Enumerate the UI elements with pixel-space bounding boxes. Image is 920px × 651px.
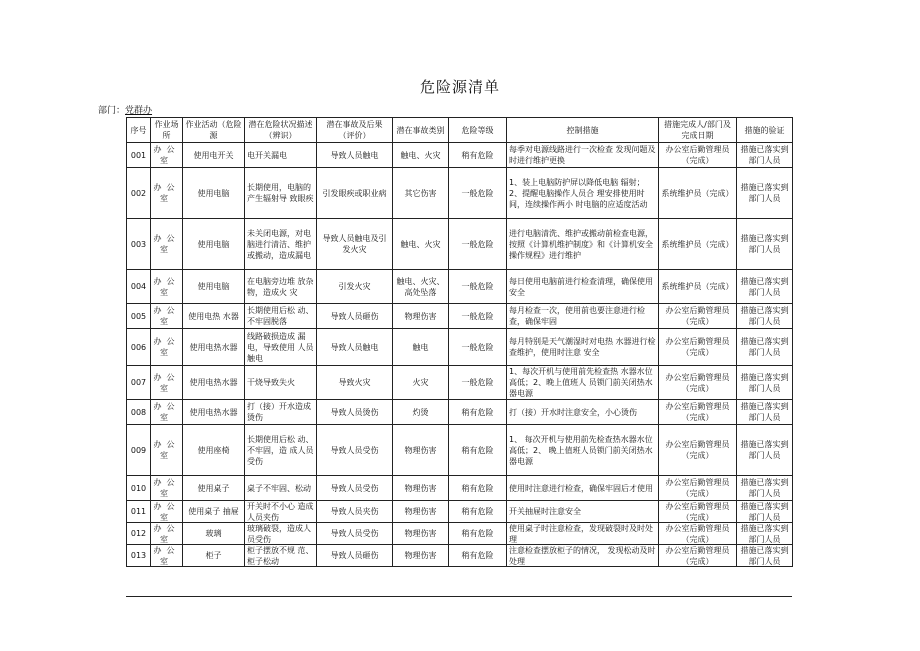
cell-consequence: 导致火灾 [317,366,393,400]
header-place: 作业场 所 [151,118,183,143]
table-row [127,304,793,329]
cell-place: 办公室 [151,400,183,425]
cell-consequence: 导致人员砸伤 [317,545,393,567]
cell-seq: 010 [127,476,151,501]
cell-consequence: 导致人员砸伤 [317,304,393,329]
cell-place: 办公室 [151,501,183,523]
table-row [127,366,793,400]
cell-place: 办公室 [151,523,183,545]
header-consequence: 潜在事故及后果（评价） [317,118,393,143]
cell-level: 一般危险 [449,304,507,329]
cell-owner: 办公室后勤管理员（完成） [659,304,737,329]
table-row [127,545,793,567]
cell-activity: 使用桌子 抽屉 [183,501,245,523]
cell-owner: 办公室后勤管理员（完成） [659,366,737,400]
header-verify: 措施的验证 [737,118,793,143]
cell-hazard: 电开关漏电 [245,143,317,168]
header-owner: 措施完成人/部门及完成日期 [659,118,737,143]
table-row [127,476,793,501]
cell-seq: 009 [127,425,151,476]
cell-level: 一般危险 [449,168,507,219]
cell-place: 办公室 [151,143,183,168]
hazard-table [126,117,793,567]
cell-control: 1、装上电脑防护屏以降低电脑 辐射；2、提醒电脑操作人员合 理安排使用时间，连续操作两小 时电脑的应适度活动 [507,168,659,219]
cell-owner: 办公室后勤管理员（完成） [659,545,737,567]
cell-seq: 001 [127,143,151,168]
cell-place: 办公室 [151,219,183,270]
cell-seq: 012 [127,523,151,545]
cell-category: 其它伤害 [393,168,449,219]
cell-hazard: 长期使用后松 动、不牢固，造 成人员受伤 [245,425,317,476]
cell-owner: 办公室后勤管理员（完成） [659,400,737,425]
table-row [127,523,793,545]
table-row [127,400,793,425]
table-row [127,425,793,476]
cell-control: 每季对电源线路进行一次检查 发现问题及时进行维护更换 [507,143,659,168]
cell-consequence: 导致人员受伤 [317,476,393,501]
table-row [127,219,793,270]
cell-level: 一般危险 [449,270,507,304]
cell-verify: 措施已落实到部门人员 [737,425,793,476]
cell-category: 物理伤害 [393,304,449,329]
cell-owner: 办公室后勤管理员（完成） [659,523,737,545]
cell-consequence: 引发眼疾或职业病 [317,168,393,219]
cell-verify: 措施已落实到部门人员 [737,476,793,501]
cell-place: 办公室 [151,304,183,329]
table-row [127,329,793,366]
cell-level: 一般危险 [449,366,507,400]
cell-verify: 措施已落实到部门人员 [737,545,793,567]
cell-consequence: 引发火灾 [317,270,393,304]
cell-owner: 系统维护员（完成） [659,168,737,219]
cell-category: 灼烫 [393,400,449,425]
cell-control: 注意检查摆放柜子的情况， 发现松动及时处理 [507,545,659,567]
cell-verify: 措施已落实到部门人员 [737,501,793,523]
cell-control: 进行电脑清洗、维护或搬动前检查电源，按照《计算机维护制度》和《计算机安全操作规程》进行维护 [507,219,659,270]
cell-category: 火灾 [393,366,449,400]
header-category: 潜在事故类别 [393,118,449,143]
cell-consequence: 导致人员触电及引发火灾 [317,219,393,270]
cell-place: 办公室 [151,168,183,219]
cell-seq: 013 [127,545,151,567]
department-value: 党群办 [125,106,153,116]
cell-level: 稍有危险 [449,143,507,168]
cell-level: 一般危险 [449,219,507,270]
cell-hazard: 玻璃破裂，造成人员受伤 [245,523,317,545]
cell-level: 稍有危险 [449,400,507,425]
table-row [127,270,793,304]
cell-activity: 使用电热水器 [183,400,245,425]
cell-level: 稍有危险 [449,545,507,567]
cell-place: 办公室 [151,366,183,400]
cell-seq: 002 [127,168,151,219]
cell-seq: 004 [127,270,151,304]
cell-owner: 系统维护员（完成） [659,219,737,270]
document-title: 危险源清单 [419,78,500,96]
cell-owner: 办公室后勤管理员（完成） [659,501,737,523]
header-seq: 序号 [127,118,151,143]
cell-level: 稍有危险 [449,425,507,476]
cell-category: 物理伤害 [393,523,449,545]
cell-hazard: 桌子不牢固、松动 [245,476,317,501]
header-activity: 作业活动（危险源 [183,118,245,143]
cell-hazard: 干烧导致失火 [245,366,317,400]
cell-seq: 006 [127,329,151,366]
cell-control: 打（接）开水时注意安全，小心烫伤 [507,400,659,425]
cell-category: 触电、火灾、高处坠落 [393,270,449,304]
cell-consequence: 导致人员触电 [317,329,393,366]
header-hazard: 潜在危险状况描述（辨识） [245,118,317,143]
department-line [98,103,152,116]
cell-control: 1、 每次开机与使用前先检查热水器水位高低；2、 晚上值班人员锁门前关闭热水器电源 [507,425,659,476]
cell-activity: 使用电热水器 [183,366,245,400]
cell-consequence: 导致人员夹伤 [317,501,393,523]
cell-owner: 办公室后勤管理员（完成） [659,425,737,476]
cell-activity: 使用座椅 [183,425,245,476]
cell-seq: 003 [127,219,151,270]
cell-seq: 005 [127,304,151,329]
cell-verify: 措施已落实到部门人员 [737,400,793,425]
cell-seq: 007 [127,366,151,400]
cell-consequence: 导致人员触电 [317,143,393,168]
cell-activity: 使用电热水器 [183,329,245,366]
cell-category: 物理伤害 [393,425,449,476]
cell-activity: 使用桌子 [183,476,245,501]
department-label: 部门： [98,106,126,116]
cell-place: 办公室 [151,270,183,304]
cell-hazard: 长期使用，电脑的产生辐射导 致眼疾 [245,168,317,219]
table-row [127,143,793,168]
cell-hazard: 未关闭电源，对电脑进行清洁、维护或搬动，造成漏电 [245,219,317,270]
cell-hazard: 线路破损造成 漏电，导致使用 人员触电 [245,329,317,366]
cell-category: 触电、火灾 [393,143,449,168]
cell-level: 稍有危险 [449,476,507,501]
cell-control: 每月检查一次，使用前也要注意进行检查，确保牢固 [507,304,659,329]
cell-level: 一般危险 [449,329,507,366]
cell-verify: 措施已落实到部门人员 [737,523,793,545]
cell-verify: 措施已落实到部门人员 [737,329,793,366]
cell-owner: 系统维护员（完成） [659,270,737,304]
cell-control: 开关抽屉时注意安全 [507,501,659,523]
cell-activity: 使用电脑 [183,168,245,219]
cell-activity: 柜子 [183,545,245,567]
cell-activity: 使用电开关 [183,143,245,168]
cell-verify: 措施已落实到部门人员 [737,143,793,168]
header-control: 控制措施 [507,118,659,143]
cell-control: 每月特别是天气潮湿时对电热 水器进行检查维护，使用时注意 安全 [507,329,659,366]
cell-hazard: 打（接）开水造成烫伤 [245,400,317,425]
cell-place: 办公室 [151,476,183,501]
cell-category: 触电、火灾 [393,219,449,270]
cell-place: 办公室 [151,329,183,366]
cell-category: 触电 [393,329,449,366]
table-bottom-rule [126,596,792,597]
cell-category: 物理伤害 [393,476,449,501]
cell-activity: 使用电热 水器 [183,304,245,329]
cell-place: 办公室 [151,425,183,476]
table-row [127,168,793,219]
cell-verify: 措施已落实到部门人员 [737,270,793,304]
cell-hazard: 长期使用后松 动、不牢固脱落 [245,304,317,329]
header-row [127,118,793,143]
cell-hazard: 在电脑旁边堆 放杂物，造成火 灾 [245,270,317,304]
cell-hazard: 柜子摆放不规 范、柜子松动 [245,545,317,567]
cell-owner: 办公室后勤管理员（完成） [659,329,737,366]
cell-control: 每日使用电脑前进行检查清理，确保使用安全 [507,270,659,304]
cell-place: 办公室 [151,545,183,567]
cell-consequence: 导致人员受伤 [317,425,393,476]
cell-owner: 办公室后勤管理员（完成） [659,476,737,501]
cell-level: 稍有危险 [449,501,507,523]
cell-consequence: 导致人员烫伤 [317,400,393,425]
cell-control: 使用桌子时注意检查，发现破裂时及时处理 [507,523,659,545]
cell-seq: 008 [127,400,151,425]
cell-control: 1、每次开机与使用前先检查热 水器水位高低；2、晚上值班人 员锁门前关闭热水器电源 [507,366,659,400]
cell-control: 使用时注意进行检查，确保牢固后才使用 [507,476,659,501]
table-row [127,501,793,523]
cell-owner: 办公室后勤管理员（完成） [659,143,737,168]
cell-activity: 使用电脑 [183,270,245,304]
cell-level: 稍有危险 [449,523,507,545]
cell-verify: 措施已落实到部门人员 [737,304,793,329]
cell-category: 物理伤害 [393,501,449,523]
cell-consequence: 导致人员受伤 [317,523,393,545]
cell-hazard: 开关时不小心 造成人员夹伤 [245,501,317,523]
cell-verify: 措施已落实到部门人员 [737,168,793,219]
cell-activity: 使用电脑 [183,219,245,270]
cell-activity: 玻璃 [183,523,245,545]
cell-verify: 措施已落实到部门人员 [737,219,793,270]
cell-seq: 011 [127,501,151,523]
cell-category: 物理伤害 [393,545,449,567]
cell-verify: 措施已落实到部门人员 [737,366,793,400]
header-level: 危险等级 [449,118,507,143]
